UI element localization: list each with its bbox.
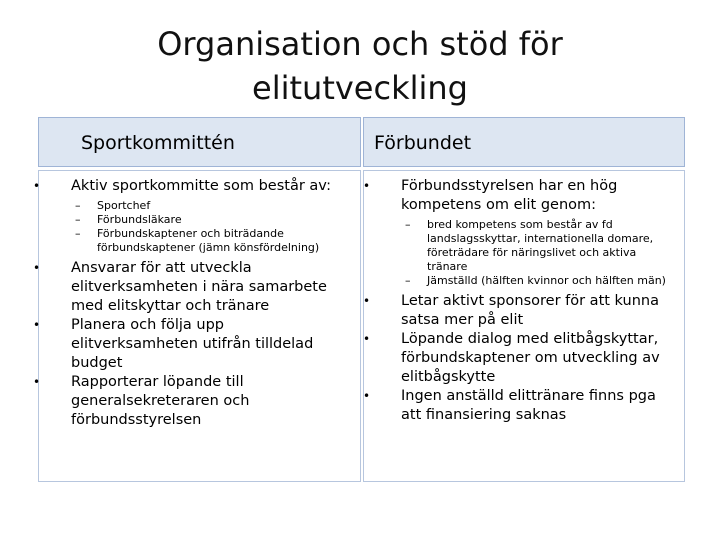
- right-bullet-item: • Ingen anställd elittränare finns pga att finansiering saknas: [401, 387, 671, 425]
- left-bullet-text: Aktiv sportkommitte som består av:: [71, 178, 331, 194]
- right-sub-list: [401, 218, 671, 288]
- right-bullet-item: • Letar aktivt sponsorer för att kunna satsa mer på elit: [401, 292, 671, 330]
- right-column-header: Förbundet: [363, 117, 685, 167]
- left-sub-item: – Förbundsläkare: [71, 213, 351, 227]
- slide-title-line-1: Organisation och stöd för: [157, 25, 563, 63]
- slide-title-line-2: elitutveckling: [252, 69, 468, 107]
- left-bullet-item: • Ansvarar för att utveckla elitverksamheten i nära samarbete med elitskyttar och tränare: [71, 259, 351, 316]
- left-sub-item: – Förbundskaptener och biträdande förbundskaptener (jämn könsfördelning): [71, 227, 351, 255]
- left-bullet-list: [71, 177, 351, 430]
- left-sub-item: – Sportchef: [71, 199, 351, 213]
- right-bullet-item: [401, 177, 671, 288]
- right-bullet-text: Förbundsstyrelsen har en hög kompetens om elit genom:: [401, 178, 618, 213]
- left-bullet-item: • Rapporterar löpande till generalsekreteraren och förbundsstyrelsen: [71, 373, 351, 430]
- right-bullet-list: [401, 177, 671, 425]
- right-column-body: [363, 170, 685, 482]
- slide-title: [0, 22, 720, 110]
- left-column-body: [38, 170, 361, 482]
- left-bullet-item: [71, 177, 351, 255]
- right-sub-item: – bred kompetens som består av fd landslagsskyttar, internationella domare, företrädare för näringslivet och aktiva tränare: [401, 218, 671, 274]
- left-sub-list: [71, 199, 351, 255]
- left-column-header: Sportkommittén: [38, 117, 361, 167]
- left-bullet-item: • Planera och följa upp elitverksamheten utifrån tilldelad budget: [71, 316, 351, 373]
- right-sub-item: – Jämställd (hälften kvinnor och hälften män): [401, 274, 671, 288]
- right-bullet-item: • Löpande dialog med elitbågskyttar, förbundskaptener om utveckling av elitbågskytte: [401, 330, 671, 387]
